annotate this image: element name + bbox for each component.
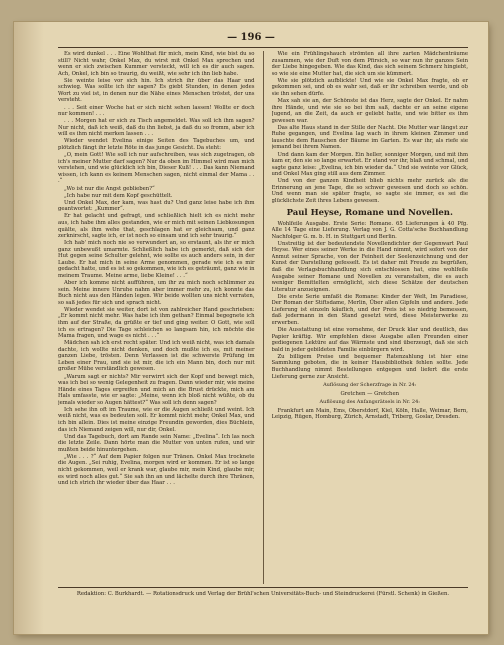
story-paragraph: Sie weinte leise vor sich hin. Ich strich ihr über das Haar und schwieg. Was sollte ich ihr sagen? Es giebt Stunden, in denen jedes Wort zu viel ist, in denen nur die Nähe eines Menschen tröstet, der uns versteht. xyxy=(58,77,255,104)
column-divider xyxy=(263,51,264,584)
story-paragraph: . . . Morgen hat er sich zu Tisch angemeldet. Was soll ich ihm sagen? Nur nicht, daß ich weiß, daß du ihn liebst, ja daß du so fromm, aber ich will es ihm nicht merken lassen . . . xyxy=(58,118,255,138)
story-paragraph: Es wird dunkel . . . Eine Wohlthat für mich, mein Kind, wie bist du so still? Nicht wahr, Onkel Max, du wirst mit Onkel Max sprechen und wenn er sich zwischen Kummer versteckt, will ich es dir auch sagen. Ach, Onkel, ich bin so traurig, du weißt, wie sehr ich ihn lieb habe. xyxy=(58,51,255,77)
review-paragraph: Die erste Serie umfaßt die Romane: Kinder der Welt, Im Paradiese, Der Roman der Stiftsdame, Merlin, Über allen Gipfeln und andere. Jede Lieferung ist einzeln käuflich, und der Preis ist so niedrig bemessen, daß jedermann in den Stand gesetzt wird, diese Meisterwerke zu erwerben. xyxy=(271,293,468,326)
story-paragraph: „O, mein Gott! Wie soll ich nur aufschreiben, was sich zugetragen, ob ich's meiner Mutter darf sagen? Nur da oben im Himmel wird man mich verstehen, und wie glücklich ich bin, Dieser Kuß! . . . Das kann Niemand wissen, ich kann es keinem Menschen sagen, nicht einmal der Mama . . .“ xyxy=(58,152,255,185)
story-paragraph: Und Onkel Max, der kam, was hast du? Und ganz leise habe ich ihm geantwortet: „Kummer“. xyxy=(58,199,255,213)
header-rule xyxy=(58,47,468,48)
solution-text: Gretchen — Gretchen xyxy=(340,390,400,397)
story-paragraph: Und dann kam der Morgen. Ein heller, sonniger Morgen, und mit ihm kam er, den sie so lange erwartet. Er stand vor ihr, blaß und schmal, und sagte ganz leise: „Evelina, ich bin wieder da.“ Und sie weinte vor Glück, und Onkel Max ging still aus dem Zimmer. xyxy=(271,151,468,178)
story-paragraph: Wie sie plötzlich aufblickte! Und wie sie Onkel Max fragte, ob er gekommen sei, und ob es wahr sei, daß er ihr schreiben werde, und ob sie ihn sehen dürfe. xyxy=(271,77,468,97)
page-number: — 196 — xyxy=(227,32,275,43)
page-binding-shadow xyxy=(14,22,44,634)
solution-label: Auflösung der Scherzfrage in Nr. 24: xyxy=(323,382,417,389)
story-paragraph: „Wie . . . ?“ Auf dem Papier folgen nur Tränen. Onkel Max trocknete die Augen. „Sei ruhig, Evelina, morgen wird er kommen. Er ist so lange nicht gekommen, weil er krank war, glaube mir, mein Kind, glaube mir, es wird noch alles gut.“ Sie sah ihn an und lächelte durch ihre Thränen, und ich strich ihr wieder über das Haar . . . xyxy=(58,453,255,487)
text-columns xyxy=(58,51,468,584)
story-paragraph: „Ich habe nur mit dem Kopf geschüttelt. xyxy=(64,192,173,199)
story-continuation xyxy=(272,51,469,205)
story-paragraph: Ich hab' mich noch nie so verwundert an, so erstaunt, als ihr er mich ganz unbewußt umarmte. Schließlich habe ich gemerkt, daß sich der Hut gegen seine Schulter gelehnt, wie sollte es auch anders sein, in der Laube. Er hat mich in seine Arme genommen, gerade wie ich es mir gedacht hatte, und es ist so gekommen, wie ich es geträumt, ganz wie in meinem Traume. Meine arme, liebe Kleine! . . .“ xyxy=(58,240,255,279)
story-paragraph: Wie ein Frühlingshauch strömten all ihre zarten Mädchenträume zusammen, wie der Duft von dem Pfirsich, so war nun ihr ganzes Sein der Liebe hingegeben. Wie das Kind, das sich seinem Schmerz hingiebt, so wie sie eine Mutter hat, die sich um sie kümmert. xyxy=(271,51,468,77)
solution2-label: Auflösung des Anfangsrätsels in Nr. 24: xyxy=(319,399,420,406)
story-paragraph: Max sah sie an, der Schönste ist das Herz, sagte der Onkel. Er nahm ihre Hände, und wie sie so bei ihm saß, dachte er an seine eigene Jugend, an die Zeit, da auch er geliebt hatte, und wie bitter es ihm gewesen war. xyxy=(271,98,468,124)
right-column xyxy=(272,51,469,584)
solution2-text: Frankfurt am Main, Ems, Oberstdorf, Kiel, Köln, Halle, Weimar, Bern, Leipzig, Rügen, Homburg, Zürich, Arnstadt, Triberg, Goslar, Dresden. xyxy=(271,407,468,421)
story-paragraph: Und von der ganzen Kindheit blieb nichts mehr zurück als die Erinnerung an jene Tage, die so schwer gewesen und doch so schön. Und wenn man sie später fragte, so sagte sie immer, es sei die glücklichste Zeit ihres Lebens gewesen. xyxy=(271,178,468,204)
publisher-footer: Redaktion: C. Burkhardt. — Rotationsdruck und Verlag der Brühl'schen Universitäts-Buch- und Steindruckerei (Fürstl. Schenk) in Gießen. xyxy=(76,591,450,597)
footer-rule xyxy=(58,587,468,588)
review-paragraph: Wohlfeile Ausgabe. Erste Serie: Romane. 65 Lieferungen à 40 Pfg. Alle 14 Tage eine Lieferung. Verlag von J. G. Cotta'sche Buchhandlung Nachfolger G. m. b. H. in Stuttgart und Berlin. xyxy=(271,220,468,240)
section-heading: Paul Heyse, Romane und Novellen. xyxy=(286,207,453,218)
book-review xyxy=(272,221,469,381)
story-paragraph: Aber ich komme nicht aufführen, um ihr zu mich noch schlimmer zu sein. Meine innere Unruhe nahm aber immer mehr zu, ich konnte das Buch nicht aus den Händen legen. Wir beide wollten uns nicht verraten, so saß jedes für sich und sprach nicht. xyxy=(58,280,255,306)
story-paragraph: Wieder wendet Evelina einige Seiten des Tagebuches um, und plötzlich fängt ihr letzte Röte in das junge Gesicht. Da steht: xyxy=(58,138,255,152)
story-paragraph: Und das Tagebuch, dort am Rande sein Name: „Evelina“. Ich las noch die letzte Zeile. Dann hörte man die Mutter von unten rufen, und wir mußten beide hinuntergehen. xyxy=(58,433,255,453)
review-paragraph: Unstreitig ist der bedeutendste Novellendichter der Gegenwart Paul Heyse. Wer eines seiner Werke in die Hand nimmt, wird sofort von der Anmut seiner Sprache, von der Feinheit der Seelenzeichnung und der Kunst der Darstellung gefesselt. Es ist daher mit Freude zu begrüßen, daß die Verlagsbuchhandlung sich entschlossen hat, eine wohlfeile Ausgabe seiner Romane und Novellen zu veranstalten, die es auch weniger Bemittelten ermöglicht, sich diese Schätze der deutschen Literatur anzueignen. xyxy=(271,240,468,293)
review-paragraph: Die Ausstattung ist eine vornehme, der Druck klar und deutlich, das Papier kräftig. Wir empfehlen diese Ausgabe allen Freunden einer gediegenen Lektüre auf das Wärmste und sind überzeugt, daß sie sich bald in jeder gebildeten Familie einbürgern wird. xyxy=(271,327,468,353)
story-paragraph: „Warum sagt er nichts? Mir verwirrt sich der Kopf und bewegt mich, was ich bei so wenig Gelegenheit zu fragen. Dann wieder mir, wie meine Hände eines Tages ergreifen und mich an die Brust drückte, mich am Hals umfasste, wie er sagte: „Meine, wenn ich bloß nicht wüßte, ob du jemals wieder so Augen hättest?“ Was soll ich denn sagen? xyxy=(58,373,255,406)
story-paragraph: Wieder wendet sie weiter, dort ist von zahlreicher Hand geschrieben: „Er kommt nicht mehr. Was habe ich ihm gethan? Einmal begegnete ich ihm auf der Straße, da grüßte er tief und ging weiter. O Gott, wie soll ich es ertragen? Die Tage schleichen so langsam hin, ich möchte die Mama fragen, und wage es nicht . . .“ xyxy=(58,306,255,340)
review-paragraph: Zu billigem Preise und bequemer Ratenzahlung ist hier eine Sammlung geboten, die in keiner Hausbibliothek fehlen sollte. Jede Buchhandlung nimmt Bestellungen entgegen und liefert die erste Lieferung gerne zur Ansicht. xyxy=(271,353,468,380)
story-paragraph: . . . Seit einer Woche hat er sich nicht sehen lassen! Wollte er doch nur kommen! . . . xyxy=(58,104,255,118)
newspaper-page xyxy=(14,22,488,634)
story-paragraph: „Wo ist nur die Angst geblieben?“ xyxy=(64,185,155,192)
left-column xyxy=(58,51,255,584)
story-paragraph: Das alte Haus stand in der Stille der Nacht. Die Mutter war längst zur Ruhe gegangen, und Evelina lag wach in ihrem kleinen Zimmer und lauschte dem Rauschen der Bäume im Garten. Es war ihr, als riefe sie jemand bei ihrem Namen. xyxy=(271,124,468,151)
story-paragraph: Ich sehe ihn oft im Traume, wie er die Augen schließt und weint. Ich weiß nicht, was es bedeuten soll. Er kommt nicht mehr, Onkel Max, und ich bin allein. Dies ist meine einzige Freundin geworden, dies Büchlein, das ich Niemand zeigen will, nur dir, Onkel. xyxy=(58,406,255,433)
story-paragraph: Er hat gelacht und gefragt, und schließlich hielt ich es nicht mehr aus, ich habe ihm alles gestanden, wie er mich mit seinen Liebkosungen quälte, als ihm wehe that, geschlagen hat er gleichsam, und ganz zerknirscht, sagte ich, er ist noch so einsam und ich sehr traurig.“ xyxy=(58,213,255,240)
story-paragraph: Mädchen sah ich erst recht später. Und ich weiß nicht, was ich damals dachte, ich wollte nicht denken, und doch mußte ich es, mit meiner ganzen Liebe, trösten. Denn Verlassen ist die schwerste Prüfung im Leben einer Frau, und sie ist mir, die ich ein Mann bin, doch nur mit großer Mühe verständlich gewesen. xyxy=(58,340,255,373)
